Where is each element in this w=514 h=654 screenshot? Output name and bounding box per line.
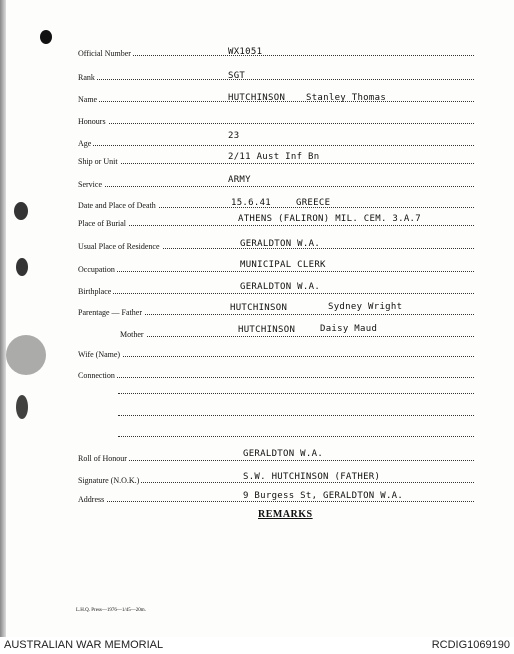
signature-row (78, 471, 474, 485)
rank-label: Rank (78, 73, 95, 82)
occupation-value: MUNICIPAL CLERK (240, 260, 326, 270)
rank-value: SGT (228, 71, 246, 81)
ship-unit-row (78, 152, 474, 166)
signature-label: Signature (N.O.K.) (78, 476, 140, 485)
father-label: Parentage — Father (78, 308, 142, 317)
burial-label: Place of Burial (78, 219, 126, 228)
punch-hole-mark (14, 202, 28, 220)
father-row (78, 303, 474, 317)
father-surname: HUTCHINSON (230, 303, 288, 313)
punch-hole-mark (16, 258, 28, 276)
roll-of-honour-label: Roll of Honour (78, 454, 127, 463)
mother-row (120, 325, 474, 339)
connection-row (78, 366, 474, 380)
age-label: Age (78, 139, 92, 148)
residence-row (78, 237, 474, 251)
archive-footer (0, 637, 514, 654)
punch-hole-mark (16, 395, 28, 419)
service-label: Service (78, 180, 102, 189)
signature-value: S.W. HUTCHINSON (FATHER) (243, 472, 381, 482)
roll-of-honour-row (78, 449, 474, 463)
address-value: 9 Burgess St, GERALDTON W.A. (243, 491, 404, 501)
birthplace-value: GERALDTON W.A. (240, 282, 321, 292)
service-row (78, 175, 474, 189)
occupation-label: Occupation (78, 265, 115, 274)
roll-of-honour-value: GERALDTON W.A. (243, 449, 324, 459)
mother-given: Daisy Maud (320, 324, 378, 334)
remarks-heading: REMARKS (258, 509, 313, 520)
address-label: Address (78, 495, 105, 504)
official-number-value: WX1051 (228, 47, 263, 57)
mother-label: Mother (120, 330, 144, 339)
residence-label: Usual Place of Residence (78, 242, 160, 251)
honours-row (78, 112, 474, 126)
ship-unit-label: Ship or Unit (78, 157, 118, 166)
connection-line-4 (118, 436, 474, 437)
wife-label: Wife (Name) (78, 350, 121, 359)
birthplace-label: Birthplace (78, 287, 112, 296)
connection-line-2 (118, 393, 474, 394)
name-surname: HUTCHINSON (228, 93, 286, 103)
connection-line-3 (118, 415, 474, 416)
ink-smudge (6, 335, 46, 375)
birthplace-row (78, 282, 474, 296)
wife-row (78, 345, 474, 359)
burial-row (78, 214, 474, 228)
name-given: Stanley Thomas (306, 93, 387, 103)
death-label: Date and Place of Death (78, 201, 156, 210)
connection-label: Connection (78, 371, 115, 380)
name-row (78, 90, 474, 104)
burial-value: ATHENS (FALIRON) MIL. CEM. 3.A.7 (238, 214, 421, 224)
death-date: 15.6.41 (231, 198, 272, 208)
address-row (78, 490, 474, 504)
father-given: Sydney Wright (328, 302, 403, 312)
honours-label: Honours (78, 117, 106, 126)
printer-note: L.H.Q. Press—1976—1/45—20m. (76, 608, 146, 613)
age-row (78, 131, 474, 148)
rank-row (78, 68, 474, 82)
residence-value: GERALDTON W.A. (240, 239, 321, 249)
official-number-label: Official Number (78, 49, 131, 58)
punch-hole-mark (40, 30, 52, 44)
page-edge-shadow (0, 0, 6, 654)
official-number-row (78, 44, 474, 58)
death-place: GREECE (296, 198, 331, 208)
name-label: Name (78, 95, 98, 104)
service-value: ARMY (228, 175, 251, 185)
death-row (78, 196, 474, 210)
footer-institution: AUSTRALIAN WAR MEMORIAL (4, 639, 164, 651)
footer-record-id: RCDIG1069190 (431, 639, 510, 651)
age-value: 23 (228, 131, 240, 141)
mother-surname: HUTCHINSON (238, 325, 296, 335)
ship-unit-value: 2/11 Aust Inf Bn (228, 152, 320, 162)
occupation-row (78, 260, 474, 274)
